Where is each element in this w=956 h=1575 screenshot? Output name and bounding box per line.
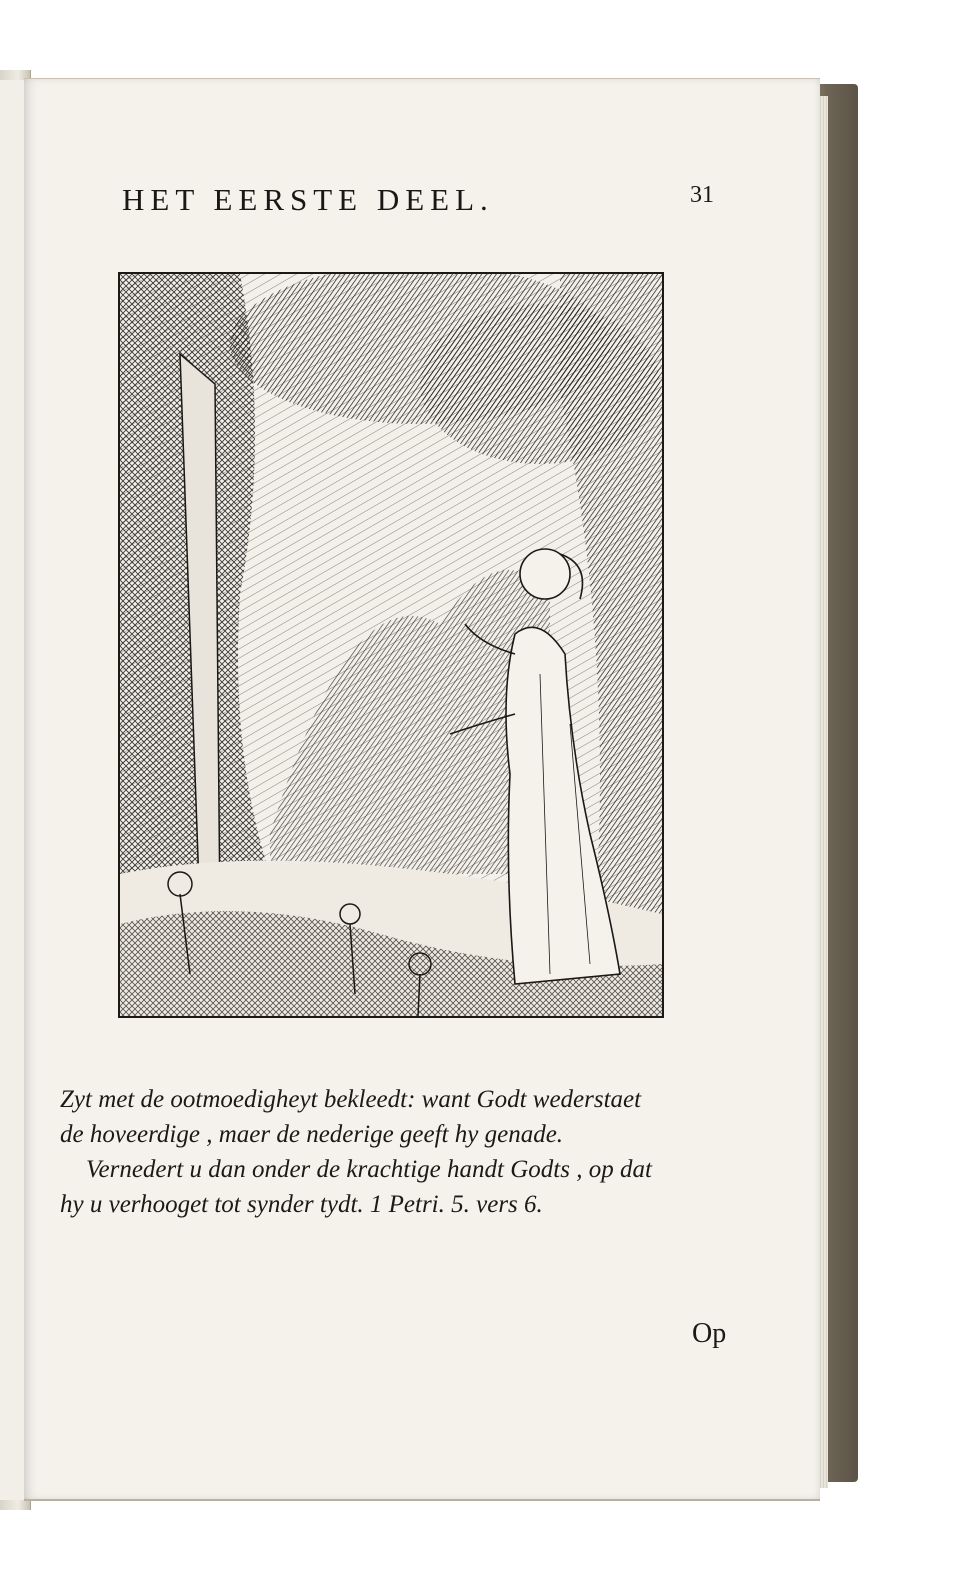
- caption-line: hy u verhooget tot synder tydt. 1 Petri. 5. vers 6.: [60, 1191, 543, 1218]
- page-number: 31: [690, 182, 714, 208]
- caption-line: Zyt met de ootmoedigheyt bekleedt: want Godt wederstaet: [60, 1086, 642, 1113]
- engraving-caption: [60, 1082, 750, 1222]
- caption-line: Vernedert u dan onder de krachtige handt Godts , op dat: [86, 1156, 652, 1183]
- catchword: Op: [692, 1318, 727, 1349]
- running-head: HET EERSTE DEEL.: [122, 182, 494, 217]
- facing-page-edge: [0, 80, 26, 1500]
- engraving-illustration: [118, 272, 664, 1018]
- caption-line: de hoveerdige , maer de nederige geeft hy genade.: [60, 1121, 564, 1148]
